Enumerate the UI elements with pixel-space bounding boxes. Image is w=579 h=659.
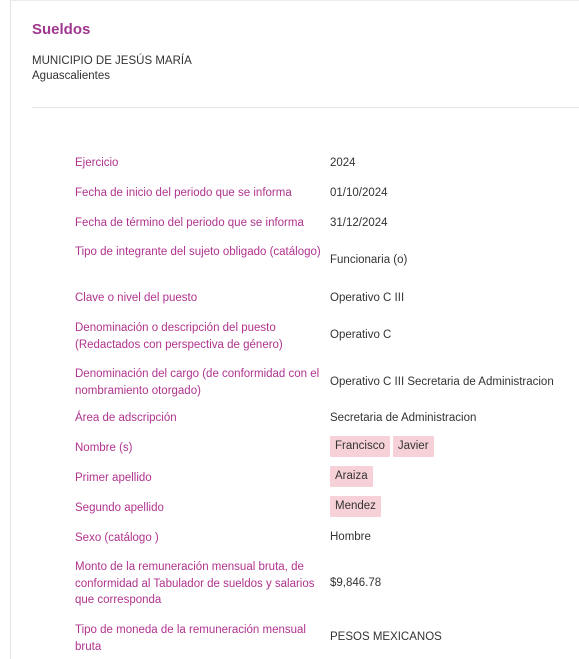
- entity-state: Aguascalientes: [32, 70, 110, 82]
- field-value: Hombre: [330, 531, 371, 543]
- name-chip: Francisco: [330, 436, 390, 457]
- field-value: Operativo C: [330, 329, 392, 341]
- field-label: Denominación del cargo (de conformidad con el nombramiento otorgado): [75, 368, 320, 397]
- field-value: 2024: [330, 157, 356, 169]
- section-title: Sueldos: [32, 21, 91, 38]
- name-chip: Javier: [393, 436, 434, 457]
- field-value: $9,846.78: [330, 577, 382, 589]
- field-value: 01/10/2024: [330, 187, 388, 199]
- field-value: PESOS MEXICANOS: [330, 631, 442, 643]
- field-label: Fecha de inicio del periodo que se informa: [75, 187, 292, 199]
- field-label: Primer apellido: [75, 472, 152, 484]
- field-value: [330, 466, 575, 487]
- field-value: Secretaria de Administracion: [330, 412, 477, 424]
- field-value: [330, 496, 575, 517]
- field-label: Tipo de integrante del sujeto obligado (catálogo): [75, 246, 321, 258]
- field-value: [330, 436, 575, 457]
- field-label: Tipo de moneda de la remuneración mensual bruta: [75, 624, 306, 653]
- name-chip: Araiza: [330, 466, 373, 487]
- field-value: Funcionaria (o): [330, 254, 408, 266]
- field-value: Operativo C III: [330, 292, 405, 304]
- field-value: 31/12/2024: [330, 217, 388, 229]
- field-label: Nombre (s): [75, 442, 133, 454]
- field-label: Clave o nivel del puesto: [75, 292, 198, 304]
- field-label: Área de adscripción: [75, 412, 177, 424]
- field-label: Denominación o descripción del puesto (Redactados con perspectiva de género): [75, 322, 283, 351]
- field-label: Segundo apellido: [75, 502, 164, 514]
- name-chip: Mendez: [330, 496, 381, 517]
- entity-name: MUNICIPIO DE JESÚS MARÍA: [32, 55, 192, 67]
- field-value: Operativo C III Secretaria de Administracion: [330, 376, 554, 388]
- field-label: Monto de la remuneración mensual bruta, de conformidad al Tabulador de sueldos y salarios que corresponda: [75, 561, 315, 606]
- field-label: Fecha de término del periodo que se informa: [75, 217, 304, 229]
- field-label: Sexo (catálogo ): [75, 532, 159, 544]
- field-label: Ejercicio: [75, 157, 119, 169]
